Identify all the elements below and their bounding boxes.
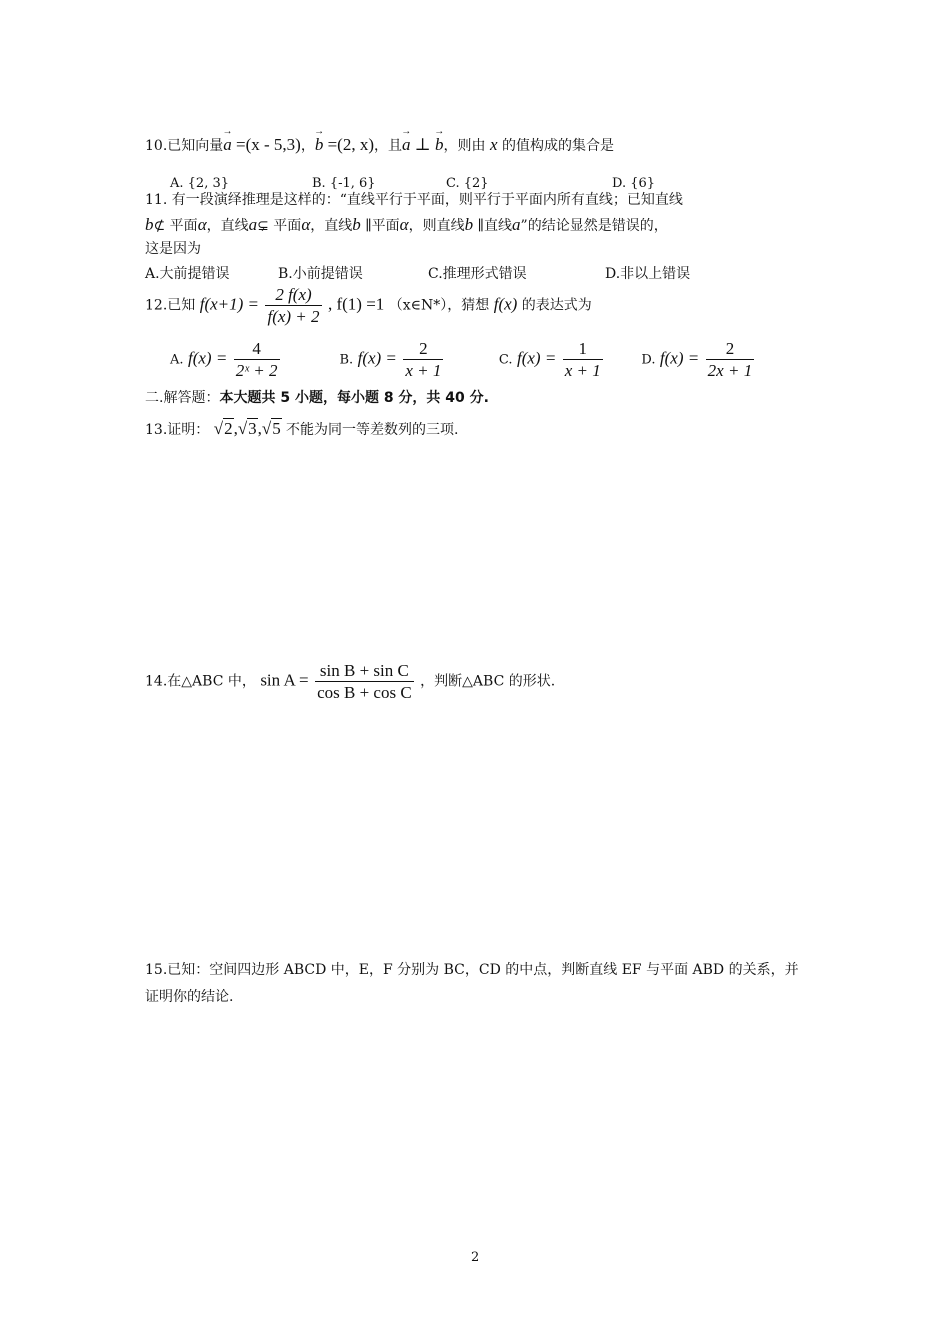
q12-option-d: D. f(x) = $\frac{2}{2x + 1}$: [641, 339, 753, 380]
section2-heading: 二.解答题：本大题共 5 小题，每小题 8 分，共 40 分.: [145, 390, 489, 406]
vector-a: → a: [223, 136, 232, 153]
q11-line1: 11. 有一段演绎推理是这样的：“直线平行于平面，则平行于平面内所有直线；已知直线: [145, 192, 683, 208]
q11-option-a: A.大前提错误: [145, 266, 230, 282]
q14-stem: 14.在△ABC 中， sin A = $\frac{\text{sin B + sin C}}{\text{cos B + cos C}}$ ，判断△ABC 的形状.: [145, 661, 556, 702]
q10-option-b: B. {-1, 6}: [312, 176, 376, 191]
q12-stem: 12.已知 f(x+1) = $\frac{2 f(x)}{f(x) + 2}$ , f(1) =1 （x∈N*），猜想 f(x) 的表达式为: [145, 285, 592, 326]
q15-line1: 15.已知：空间四边形 ABCD 中，E，F 分别为 BC，CD 的中点，判断直线 EF 与平面 ABD 的关系，并: [145, 962, 799, 978]
q15-line2: 证明你的结论.: [145, 989, 234, 1005]
q12-option-b: B. f(x) = $\frac{2}{x + 1}$: [339, 339, 442, 380]
q10-option-d: D. {6}: [612, 176, 656, 191]
q12-option-a: A. f(x) = $\frac{4}{\text{2ˣ + 2}}$: [170, 339, 278, 380]
q11-option-d: D.非以上错误: [605, 266, 691, 282]
q11-line3: 这是因为: [145, 241, 201, 257]
q11-option-b: B.小前提错误: [278, 266, 363, 282]
q11-option-c: C.推理形式错误: [428, 266, 527, 282]
page-number: 2: [471, 1250, 480, 1265]
q10-option-c: C. {2}: [446, 176, 489, 191]
q13-stem: 13.证明： √2,√3,√5 不能为同一等差数列的三项.: [145, 419, 459, 438]
q14-fraction: $\frac{\text{sin B + sin C}}{\text{cos B + cos C}}$: [317, 661, 412, 702]
q12-option-c: C. f(x) = $\frac{1}{x + 1}$: [498, 339, 601, 380]
q10-option-a: A. {2, 3}: [170, 176, 230, 191]
q12-options: [170, 340, 756, 379]
q13-radicals: √2,√3,√5: [213, 419, 281, 438]
q11-line2: b⊄ 平面α，直线a⊊ 平面α，直线b ∥平面α，则直线b ∥直线a”的结论显然是错误的，: [145, 215, 668, 234]
q10-stem: 10.已知向量→ a =(x - 5,3)，→ b =(2, x)，且→ a ⊥ → b，则由 x 的值构成的集合是: [145, 136, 614, 153]
vector-b: → b: [315, 136, 324, 153]
q12-fraction: $\frac{2 f(x)}{f(x) + 2}$: [267, 285, 320, 326]
